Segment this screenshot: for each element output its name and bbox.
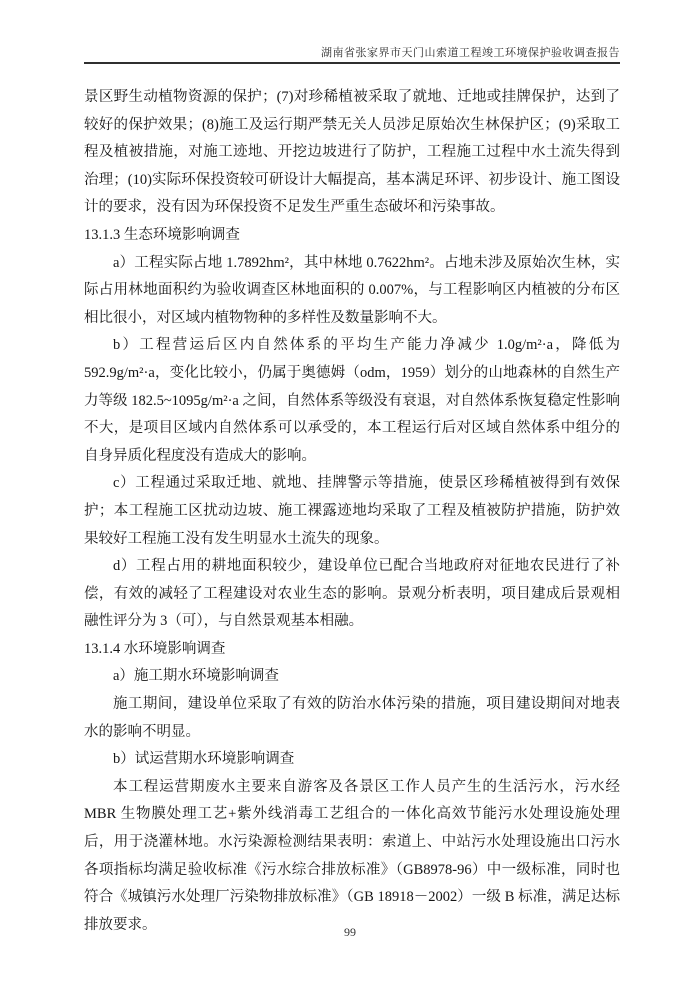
page-number: 99 xyxy=(344,925,356,939)
section-heading-13-1-4: 13.1.4 水环境影响调查 xyxy=(84,640,226,657)
subheading-a-construction-period: a）施工期水环境影响调查 xyxy=(113,668,279,685)
paragraph-b-ecosystem-productivity: b）工程营运后区内自然体系的平均生产能力净减少 1.0g/m²·a，降低为 592.9g/m²·a，变化比较小，仍属于奥德姆（odm，1959）划分的山地森林的自然生产力等级 182.5~1095g/m²·a 之间，自然体系等级没有衰退，对自然体系恢复稳定性影响不大，是项目区域内自然体系可以承受的，本工程运行后对区域自然体系中组分的自身异质化程度没有造成大的影响。 xyxy=(84,337,620,464)
paragraph-construction-water-impact: 施工期间，建设单位采取了有效的防治水体污染的措施，项目建设期间对地表水的影响不明显。 xyxy=(84,696,620,740)
paragraph-conclusion-continued: 景区野生动植物资源的保护；(7)对珍稀植被采取了就地、迁地或挂牌保护，达到了较好的保护效果；(8)施工及运行期严禁无关人员涉足原始次生林保护区；(9)采取工程及植被措施，对施工迹地、开挖边坡进行了防护，工程施工过程中水土流失得到治理；(10)实际环保投资较可研设计大幅提高，基本满足环评、初步设计、施工图设计的要求，没有因为环保投资不足发生严重生态破坏和污染事故。 xyxy=(84,89,620,216)
paragraph-a-land-occupation: a）工程实际占地 1.7892hm²，其中林地 0.7622hm²。占地未涉及原始次生林，实际占用林地面积约为验收调查区林地面积的 0.007%，与工程影响区内植被的分布区相比很小，对区域内植物物种的多样性及数量影响不大。 xyxy=(84,254,620,326)
running-header-title: 湖南省张家界市天门山索道工程竣工环境保护验收调查报告 xyxy=(321,47,620,59)
header-divider-rule xyxy=(84,62,620,64)
paragraph-d-farmland-compensation: d）工程占用的耕地面积较少，建设单位已配合当地政府对征地农民进行了补偿，有效的减轻了工程建设对农业生态的影响。景观分析表明，项目建成后景观相融性评分为 3（可），与自然景观基本相融。 xyxy=(84,558,620,630)
page-body xyxy=(84,84,620,939)
paragraph-c-vegetation-protection: c）工程通过采取迁地、就地、挂牌警示等措施，使景区珍稀植被得到有效保护；本工程施工区扰动边坡、施工裸露迹地均采取了工程及植被防护措施，防护效果较好工程施工没有发生明显水土流失的现象。 xyxy=(84,475,620,547)
paragraph-trial-operation-wastewater: 本工程运营期废水主要来自游客及各景区工作人员产生的生活污水，污水经 MBR 生物膜处理工艺+紫外线消毒工艺组合的一体化高效节能污水处理设施处理后，用于浇灌林地。水污染源检测结果表明：索道上、中站污水处理设施出口污水各项指标均满足验收标准《污水综合排放标准》（GB8978-96）中一级标准，同时也符合《城镇污水处理厂污染物排放标准》（GB 18918－2002）一级 B 标准，满足达标排放要求。 xyxy=(84,778,620,933)
subheading-b-trial-operation-period: b）试运营期水环境影响调查 xyxy=(113,751,295,768)
section-heading-13-1-3: 13.1.3 生态环境影响调查 xyxy=(84,226,240,243)
